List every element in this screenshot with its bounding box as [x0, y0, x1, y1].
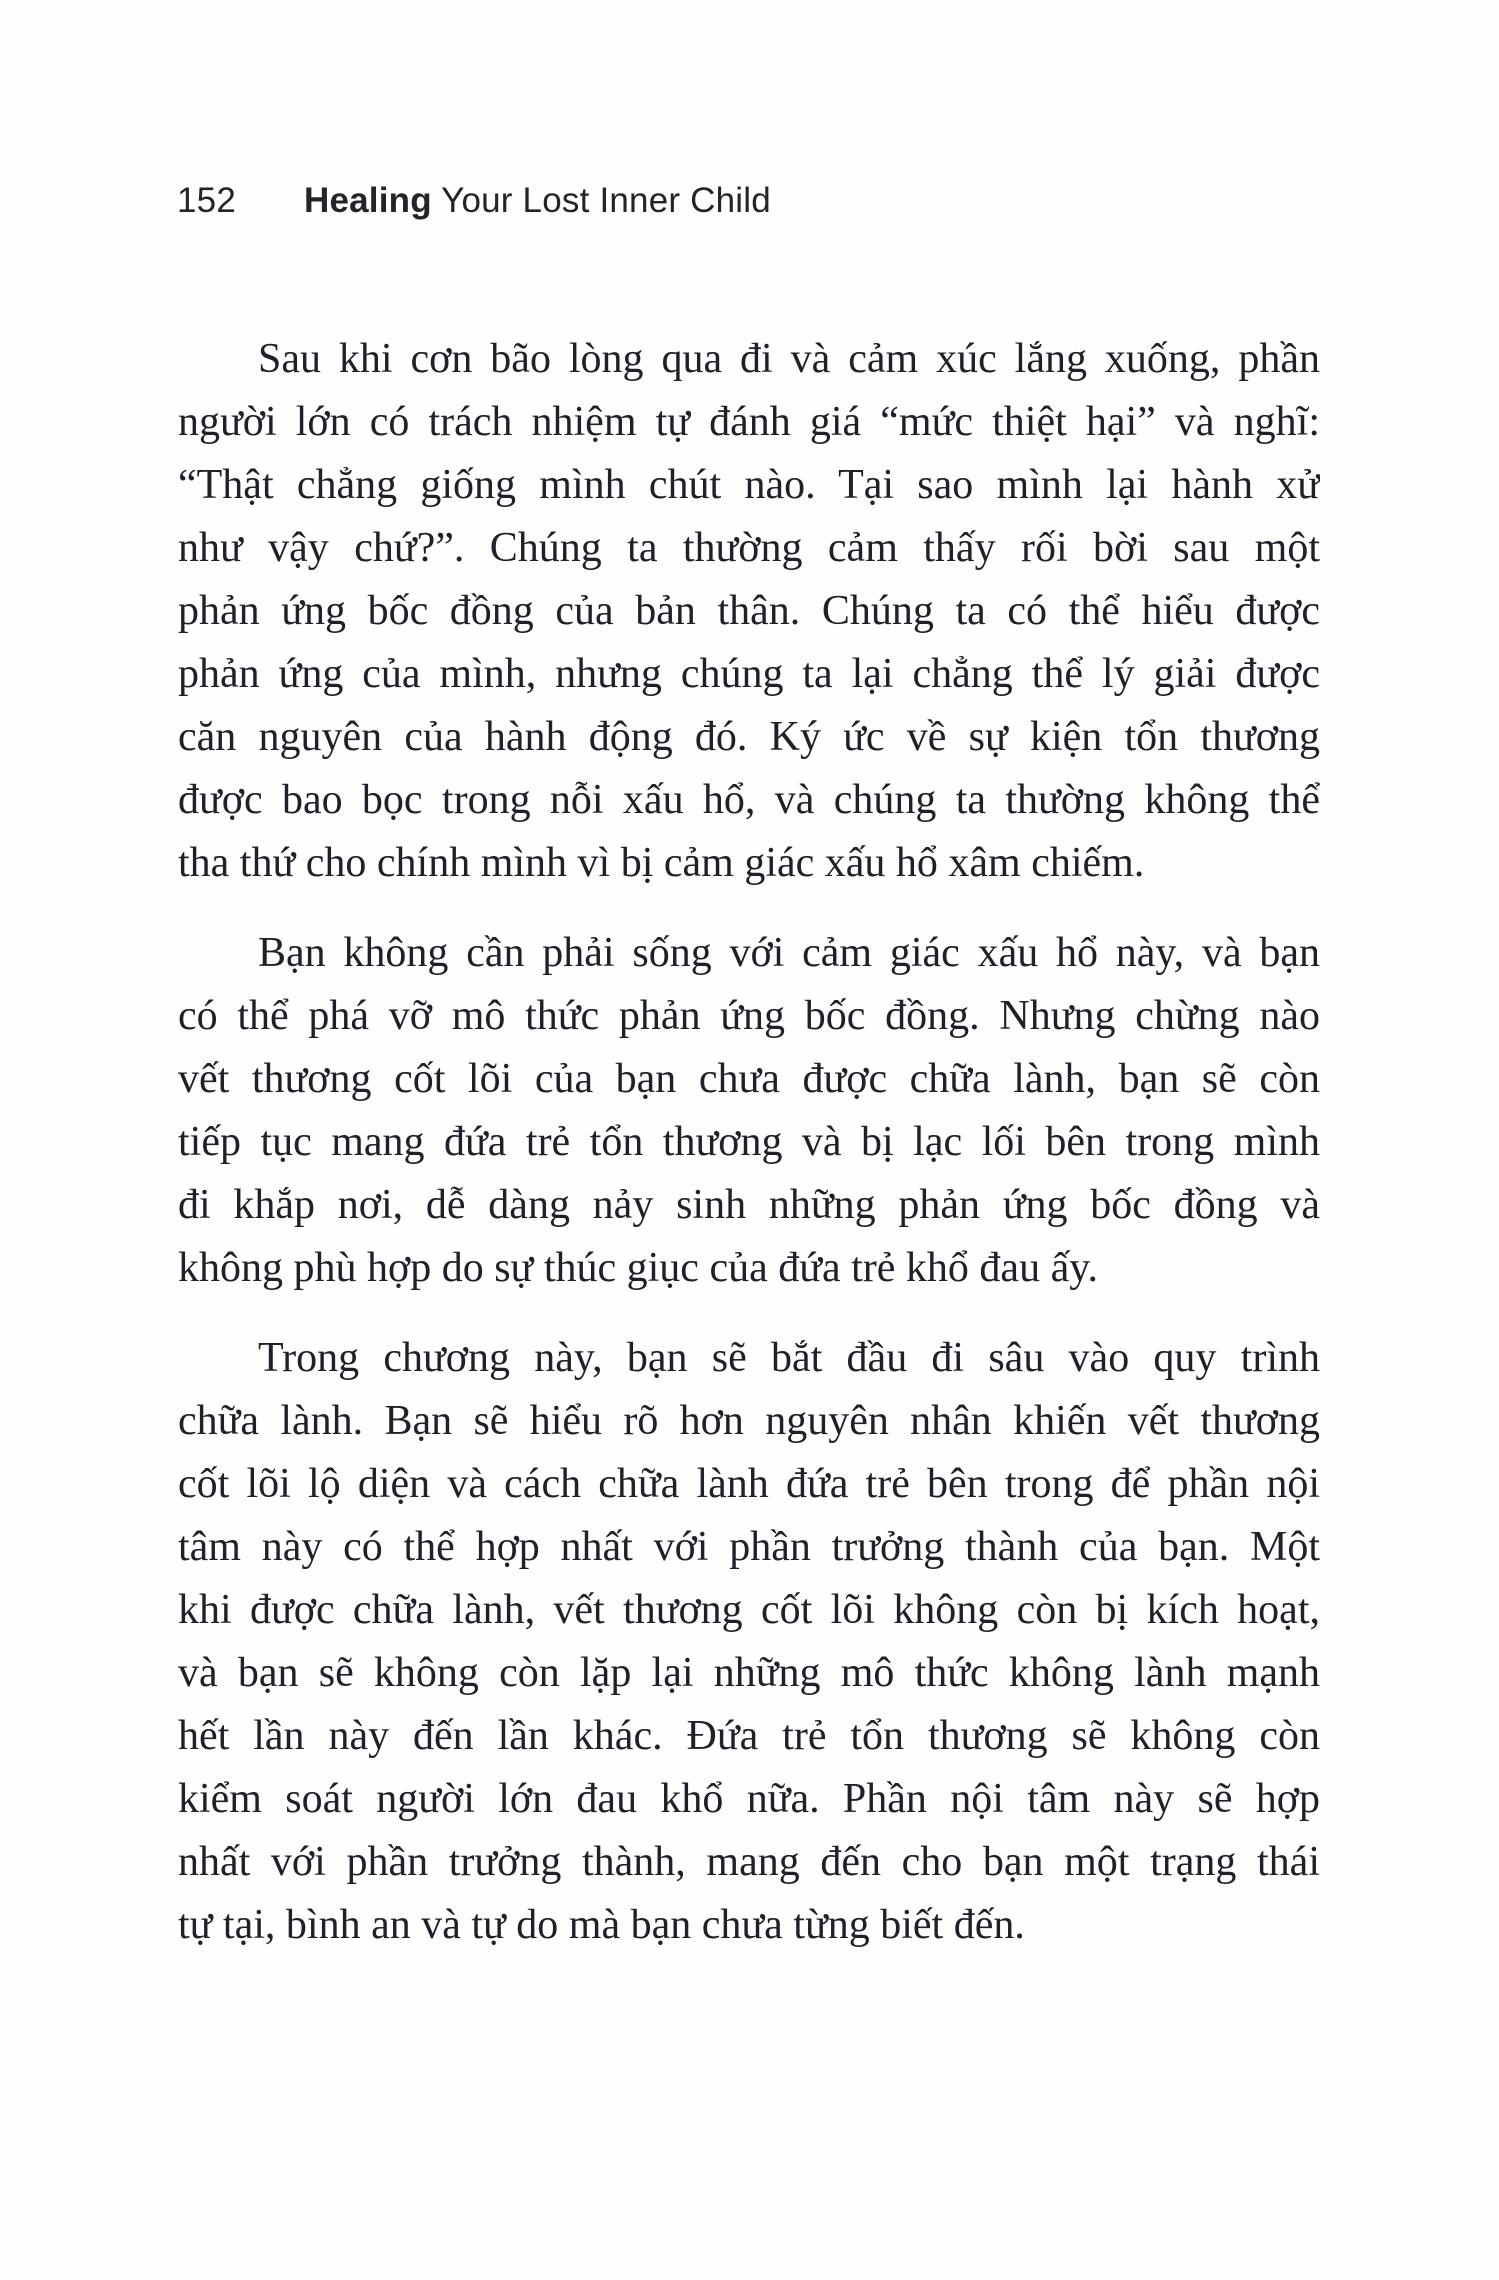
paragraph-2	[178, 922, 1320, 1300]
text-line: Sau khi cơn bão lòng qua đi và cảm xúc lắng xuống, phần	[258, 336, 1320, 382]
body-text	[178, 328, 1320, 1957]
text-line: tự tại, bình an và tự do mà bạn chưa từng biết đến.	[178, 1902, 1025, 1948]
text-line: đi khắp nơi, dễ dàng nảy sinh những phản ứng bốc đồng và	[178, 1182, 1320, 1228]
text-line: tha thứ cho chính mình vì bị cảm giác xấu hổ xâm chiếm.	[178, 840, 1145, 886]
text-line: phản ứng của mình, nhưng chúng ta lại chẳng thể lý giải được	[178, 651, 1320, 697]
text-line: tiếp tục mang đứa trẻ tổn thương và bị lạc lối bên trong mình	[178, 1119, 1320, 1165]
running-header	[177, 181, 771, 221]
text-line: được bao bọc trong nỗi xấu hổ, và chúng ta thường không thể	[178, 777, 1320, 823]
text-line: tâm này có thể hợp nhất với phần trưởng thành của bạn. Một	[178, 1524, 1320, 1570]
text-line: kiểm soát người lớn đau khổ nữa. Phần nội tâm này sẽ hợp	[178, 1776, 1320, 1822]
text-line: nhất với phần trưởng thành, mang đến cho bạn một trạng thái	[178, 1839, 1320, 1885]
text-line: “Thật chẳng giống mình chút nào. Tại sao mình lại hành xử	[178, 462, 1320, 508]
text-line: cốt lõi lộ diện và cách chữa lành đứa trẻ bên trong để phần nội	[178, 1461, 1320, 1507]
running-title-rest: Your Lost Inner Child	[431, 181, 771, 220]
paragraph-1	[178, 328, 1320, 895]
running-title-bold: Healing	[304, 181, 432, 220]
text-line: người lớn có trách nhiệm tự đánh giá “mức thiệt hại” và nghĩ:	[178, 399, 1320, 445]
text-line: phản ứng bốc đồng của bản thân. Chúng ta có thể hiểu được	[178, 588, 1320, 634]
text-line: và bạn sẽ không còn lặp lại những mô thức không lành mạnh	[178, 1650, 1320, 1696]
page-number: 152	[177, 181, 236, 220]
paragraph-3	[178, 1327, 1320, 1957]
text-line: Trong chương này, bạn sẽ bắt đầu đi sâu vào quy trình	[258, 1335, 1320, 1381]
running-title	[304, 181, 771, 221]
text-line: hết lần này đến lần khác. Đứa trẻ tổn thương sẽ không còn	[178, 1713, 1320, 1759]
text-line: Bạn không cần phải sống với cảm giác xấu hổ này, và bạn	[258, 930, 1320, 976]
text-line: căn nguyên của hành động đó. Ký ức về sự kiện tổn thương	[178, 714, 1320, 760]
text-line: khi được chữa lành, vết thương cốt lõi không còn bị kích hoạt,	[178, 1587, 1320, 1633]
text-line: chữa lành. Bạn sẽ hiểu rõ hơn nguyên nhân khiến vết thương	[178, 1398, 1320, 1444]
text-line: như vậy chứ?”. Chúng ta thường cảm thấy rối bời sau một	[178, 525, 1320, 571]
text-line: vết thương cốt lõi của bạn chưa được chữa lành, bạn sẽ còn	[178, 1056, 1320, 1102]
text-line: không phù hợp do sự thúc giục của đứa trẻ khổ đau ấy.	[178, 1245, 1098, 1291]
text-line: có thể phá vỡ mô thức phản ứng bốc đồng. Nhưng chừng nào	[178, 993, 1320, 1039]
